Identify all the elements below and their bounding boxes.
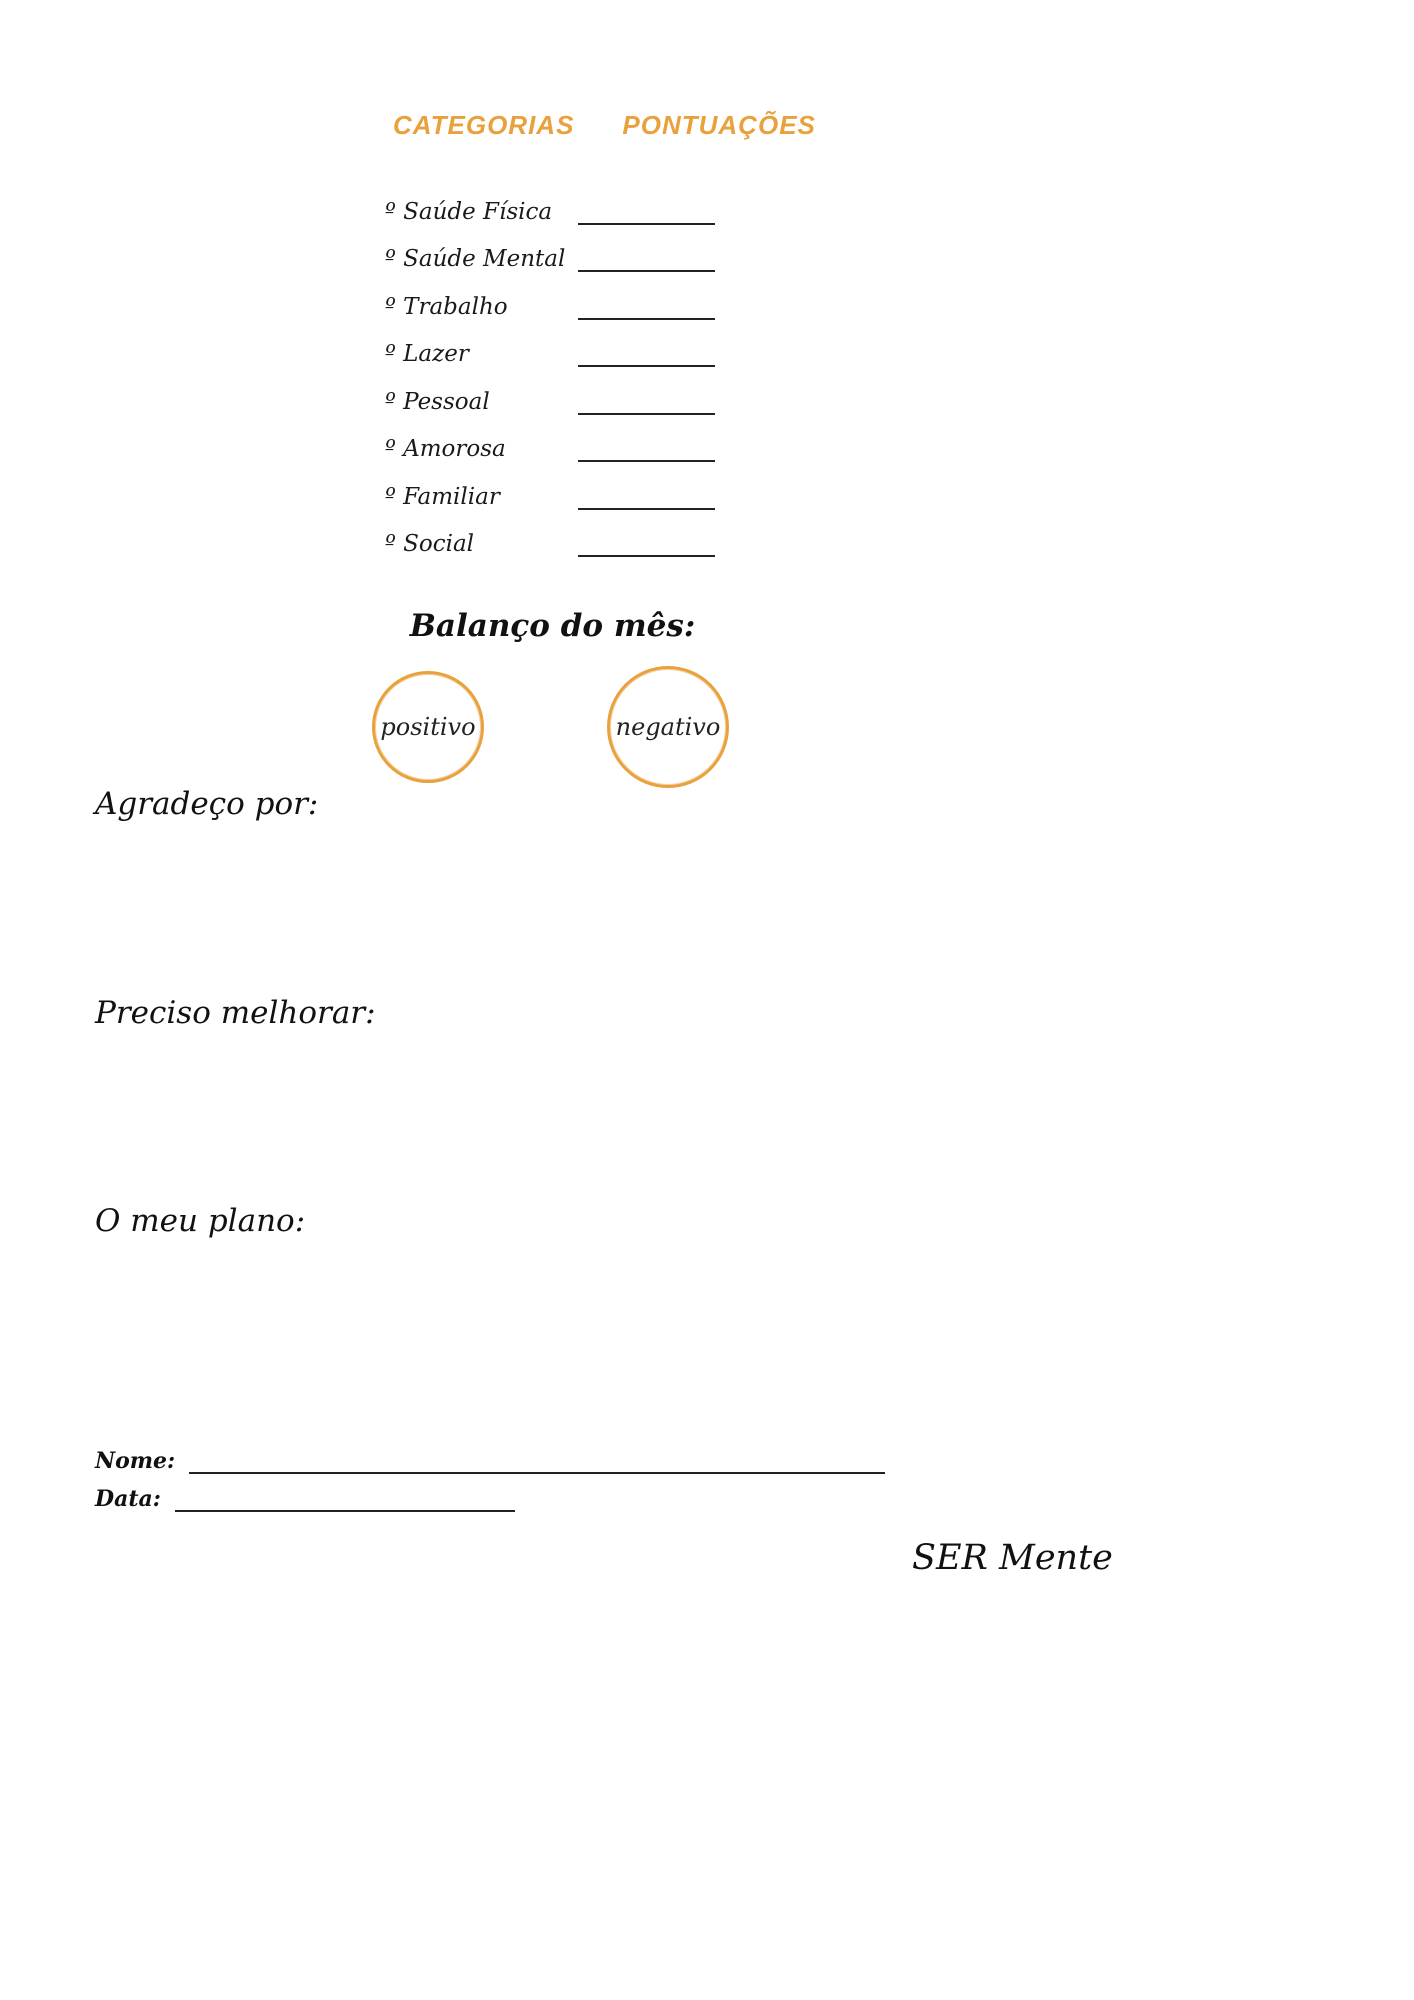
positive-label: positivo bbox=[380, 713, 476, 741]
date-label: Data: bbox=[95, 1486, 161, 1512]
score-blank-line[interactable] bbox=[578, 347, 715, 367]
brand-signature: SER Mente bbox=[912, 1538, 1113, 1578]
category-row bbox=[385, 236, 725, 284]
category-list bbox=[385, 188, 725, 568]
category-row bbox=[385, 521, 725, 569]
category-label: º Lazer bbox=[385, 341, 469, 368]
category-row bbox=[385, 188, 725, 236]
date-field-row bbox=[95, 1486, 515, 1512]
category-row bbox=[385, 473, 725, 521]
category-label: º Social bbox=[385, 531, 475, 558]
table-header bbox=[393, 110, 816, 141]
score-blank-line[interactable] bbox=[578, 442, 715, 462]
score-blank-line[interactable] bbox=[578, 205, 715, 225]
negative-choice-circle[interactable] bbox=[607, 666, 729, 788]
score-blank-line[interactable] bbox=[578, 395, 715, 415]
score-blank-line[interactable] bbox=[578, 490, 715, 510]
plan-section-label: O meu plano: bbox=[95, 1203, 306, 1239]
date-blank-line[interactable] bbox=[175, 1490, 515, 1512]
category-label: º Amorosa bbox=[385, 436, 506, 463]
category-label: º Saúde Física bbox=[385, 198, 553, 225]
category-row bbox=[385, 283, 725, 331]
name-field-row bbox=[95, 1448, 885, 1474]
gratitude-section-label: Agradeço por: bbox=[95, 786, 319, 822]
category-row bbox=[385, 426, 725, 474]
name-blank-line[interactable] bbox=[189, 1452, 885, 1474]
negative-label: negativo bbox=[615, 713, 721, 741]
score-blank-line[interactable] bbox=[578, 537, 715, 557]
improve-section-label: Preciso melhorar: bbox=[95, 995, 376, 1031]
score-blank-line[interactable] bbox=[578, 300, 715, 320]
balance-title: Balanço do mês: bbox=[409, 608, 696, 644]
positive-choice-circle[interactable] bbox=[372, 671, 484, 783]
category-label: º Trabalho bbox=[385, 293, 508, 320]
category-row bbox=[385, 378, 725, 426]
category-label: º Familiar bbox=[385, 483, 500, 510]
category-label: º Pessoal bbox=[385, 388, 490, 415]
scores-header-label: PONTUAÇÕES bbox=[622, 110, 816, 140]
name-label: Nome: bbox=[95, 1448, 176, 1474]
category-label: º Saúde Mental bbox=[385, 246, 566, 273]
categories-header-label: CATEGORIAS bbox=[393, 110, 575, 140]
score-blank-line[interactable] bbox=[578, 252, 715, 272]
category-row bbox=[385, 331, 725, 379]
